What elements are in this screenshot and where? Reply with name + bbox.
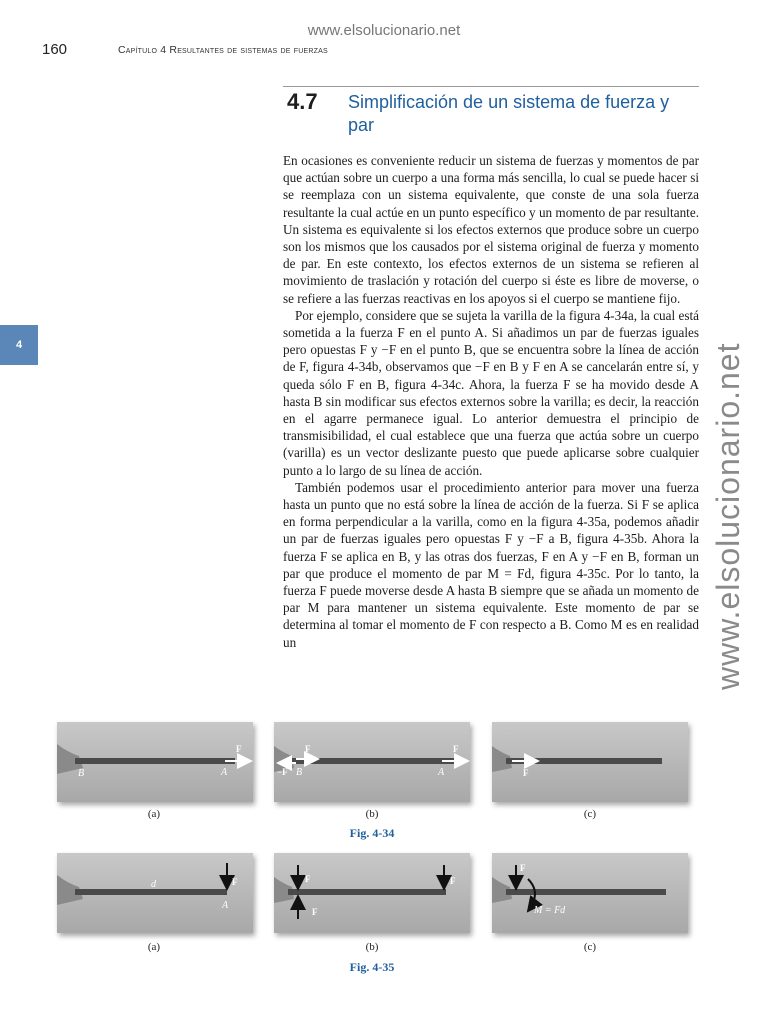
label-F: F [523, 768, 529, 778]
label-d: d [151, 879, 156, 890]
watermark-top: www.elsolucionario.net [307, 22, 461, 39]
photo-fig-4-34b [274, 722, 470, 802]
label-F: F [232, 877, 238, 887]
label-B: B [296, 767, 303, 778]
label-F: F [305, 744, 311, 754]
label-F: F [520, 863, 526, 873]
label-negF: −F [277, 767, 288, 777]
paragraph-1: En ocasiones es conveniente reducir un sistema de fuerzas y momentos de par que actúan sobre un cuerpo a una forma más sencilla, lo cual se puede hacer si se reemplaza con un sistema equivalente, que conste de una sola fuerza resultante la cual actúe en un punto específico y un momento de par resultante. Un sistema es equivalente si los efectos externos que produce sobre un cuerpo son los mismos que los causados por el sistema original de fuerza y momento de par. En este contexto, los efectos externos de un sistema se refieren al movimiento de traslación y rotación del cuerpo si éste es libre de moverse, o se refiere a las fuerzas reactivas en los apoyos si el cuerpo se mantiene fijo. [283, 153, 699, 306]
chapter-tab: 4 [0, 325, 38, 365]
label-A: A [222, 900, 229, 911]
watermark-side: www.elsolucionario.net [710, 342, 746, 690]
body-text [283, 152, 699, 651]
chapter-title: Capítulo 4 Resultantes de sistemas de fuerzas [118, 44, 328, 56]
label-B: B [78, 768, 85, 779]
label-F: F [453, 744, 459, 754]
label-A: A [438, 767, 445, 778]
caption-fig-4-35a: (a) [147, 941, 161, 953]
figure-caption-4-35: Fig. 4-35 [349, 960, 395, 974]
label-F: F [305, 874, 311, 884]
caption-fig-4-35b: (b) [365, 941, 379, 953]
paragraph-3: También podemos usar el procedimiento anterior para mover una fuerza hasta un punto que no está sobre la línea de acción de la fuerza. Si F se aplica en forma perpendicular a la varilla, como en la figura 4-35a, podemos añadir un par de fuerzas iguales pero opuestas F y −F a B, figura 4-35b. Ahora la fuerza F se aplica en B, y las otras dos fuerzas, F en A y −F en B, forman un par que produce el momento de par M = Fd, figura 4-35c. Por lo tanto, la fuerza F puede moverse desde A hasta B siempre que se añada un momento de par M para mantener un sistema equivalente. Este momento de par se determina al tomar el momento de F con respecto a B. Como M es en realidad un [283, 479, 699, 650]
photo-fig-4-35b [274, 853, 470, 933]
photo-fig-4-34a [57, 722, 253, 802]
photo-fig-4-35a [57, 853, 253, 933]
photo-fig-4-35c [492, 853, 688, 933]
label-F: F [450, 876, 456, 886]
figure-caption-4-34: Fig. 4-34 [349, 826, 395, 840]
label-F: F [236, 744, 242, 754]
caption-fig-4-35c: (c) [583, 941, 597, 953]
photo-fig-4-34c [492, 722, 688, 802]
section-number: 4.7 [287, 89, 318, 114]
label-A: A [221, 767, 228, 778]
section-title: Simplificación de un sistema de fuerza y par [348, 92, 670, 135]
section-rule [283, 86, 699, 87]
label-M: M = Fd [534, 905, 566, 916]
caption-fig-4-34b: (b) [365, 808, 379, 820]
caption-fig-4-34a: (a) [147, 808, 161, 820]
paragraph-2: Por ejemplo, considere que se sujeta la varilla de la figura 4-34a, la cual está sometida a la fuerza F en el punto A. Si añadimos un par de fuerzas iguales pero opuestas F y −F en el punto B, que se encuentra sobre la línea de acción de F, figura 4-34b, observamos que −F en B y F en A se cancelarán entre sí, y queda sólo F en B, figura 4-34c. Ahora, la fuerza F se ha movido desde A hasta B sin modificar sus efectos externos sobre la varilla; es decir, la reacción en el agarre permanece igual. Lo anterior demuestra el principio de transmisibilidad, el cual establece que una fuerza que actúa sobre un cuerpo (varilla) es un vector deslizante puesto que puede aplicarse sobre cualquier punto a lo largo de su línea de acción. [283, 307, 699, 478]
label-F: F [312, 907, 318, 917]
caption-fig-4-34c: (c) [583, 808, 597, 820]
page-number: 160 [42, 41, 68, 58]
